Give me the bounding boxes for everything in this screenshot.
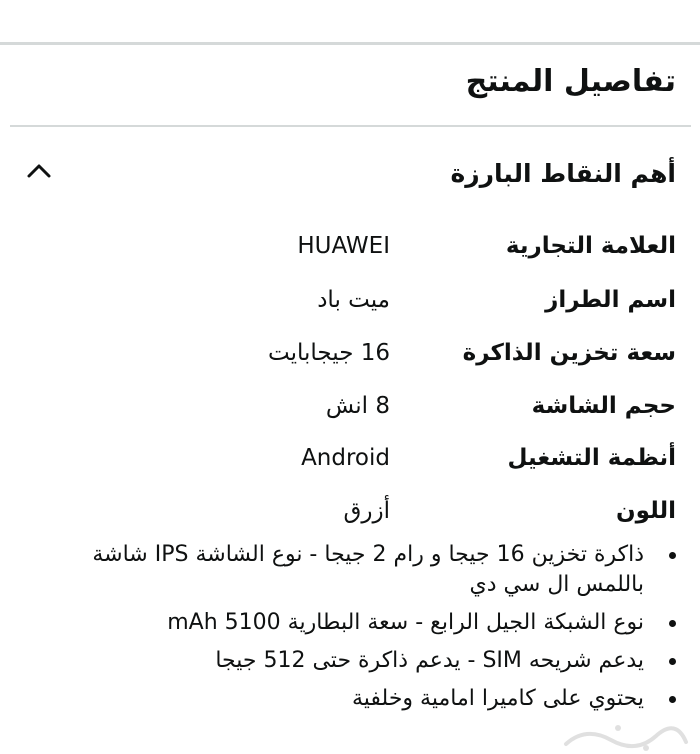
chevron-up-icon[interactable]	[24, 156, 54, 186]
list-item	[30, 684, 670, 714]
spec-value: أزرق	[343, 498, 390, 524]
spec-label: العلامة التجارية	[505, 233, 676, 259]
highlights-accordion-toggle[interactable]	[10, 144, 690, 204]
bullet-dot-icon	[669, 658, 676, 665]
bullet-text: يحتوي على كاميرا امامية وخلفية	[351, 686, 644, 711]
spec-label: حجم الشاشة	[531, 393, 676, 419]
list-item	[30, 608, 670, 638]
spec-label: سعة تخزين الذاكرة	[462, 340, 676, 366]
bullet-dot-icon	[669, 620, 676, 627]
spec-row-screen-size	[0, 380, 700, 432]
spec-row-brand	[0, 220, 700, 272]
spec-label: اللون	[616, 498, 676, 524]
list-item	[30, 540, 670, 600]
spec-value: 8 انش	[325, 393, 390, 419]
spec-value: HUAWEI	[297, 233, 390, 259]
bullet-dot-icon	[669, 696, 676, 703]
spec-label: أنظمة التشغيل	[507, 445, 676, 471]
section-title: تفاصيل المنتج	[465, 64, 676, 99]
top-strip	[0, 0, 700, 42]
top-divider	[0, 42, 700, 45]
bullet-text: نوع الشبكة الجيل الرابع - سعة البطارية 5100 mAh	[167, 610, 644, 635]
highlights-title: أهم النقاط البارزة	[450, 159, 676, 188]
haraj-logo-watermark	[556, 720, 696, 754]
bullet-dot-icon	[669, 552, 676, 559]
section-divider	[10, 125, 691, 127]
spec-row-os	[0, 432, 700, 484]
spec-value: 16 جيجابايت	[268, 340, 390, 366]
spec-row-color	[0, 485, 700, 537]
feature-bullets	[30, 540, 670, 722]
spec-row-storage	[0, 327, 700, 379]
spec-label: اسم الطراز	[545, 287, 676, 313]
spec-value: Android	[301, 445, 390, 471]
spec-row-model	[0, 274, 700, 326]
bullet-text: ذاكرة تخزين 16 جيجا و رام 2 جيجا - نوع الشاشة IPS شاشة باللمس ال سي دي	[92, 542, 644, 597]
spec-value: ميت باد	[317, 287, 390, 313]
bullet-text: يدعم شريحه SIM - يدعم ذاكرة حتى 512 جيجا	[215, 648, 644, 673]
list-item	[30, 646, 670, 676]
